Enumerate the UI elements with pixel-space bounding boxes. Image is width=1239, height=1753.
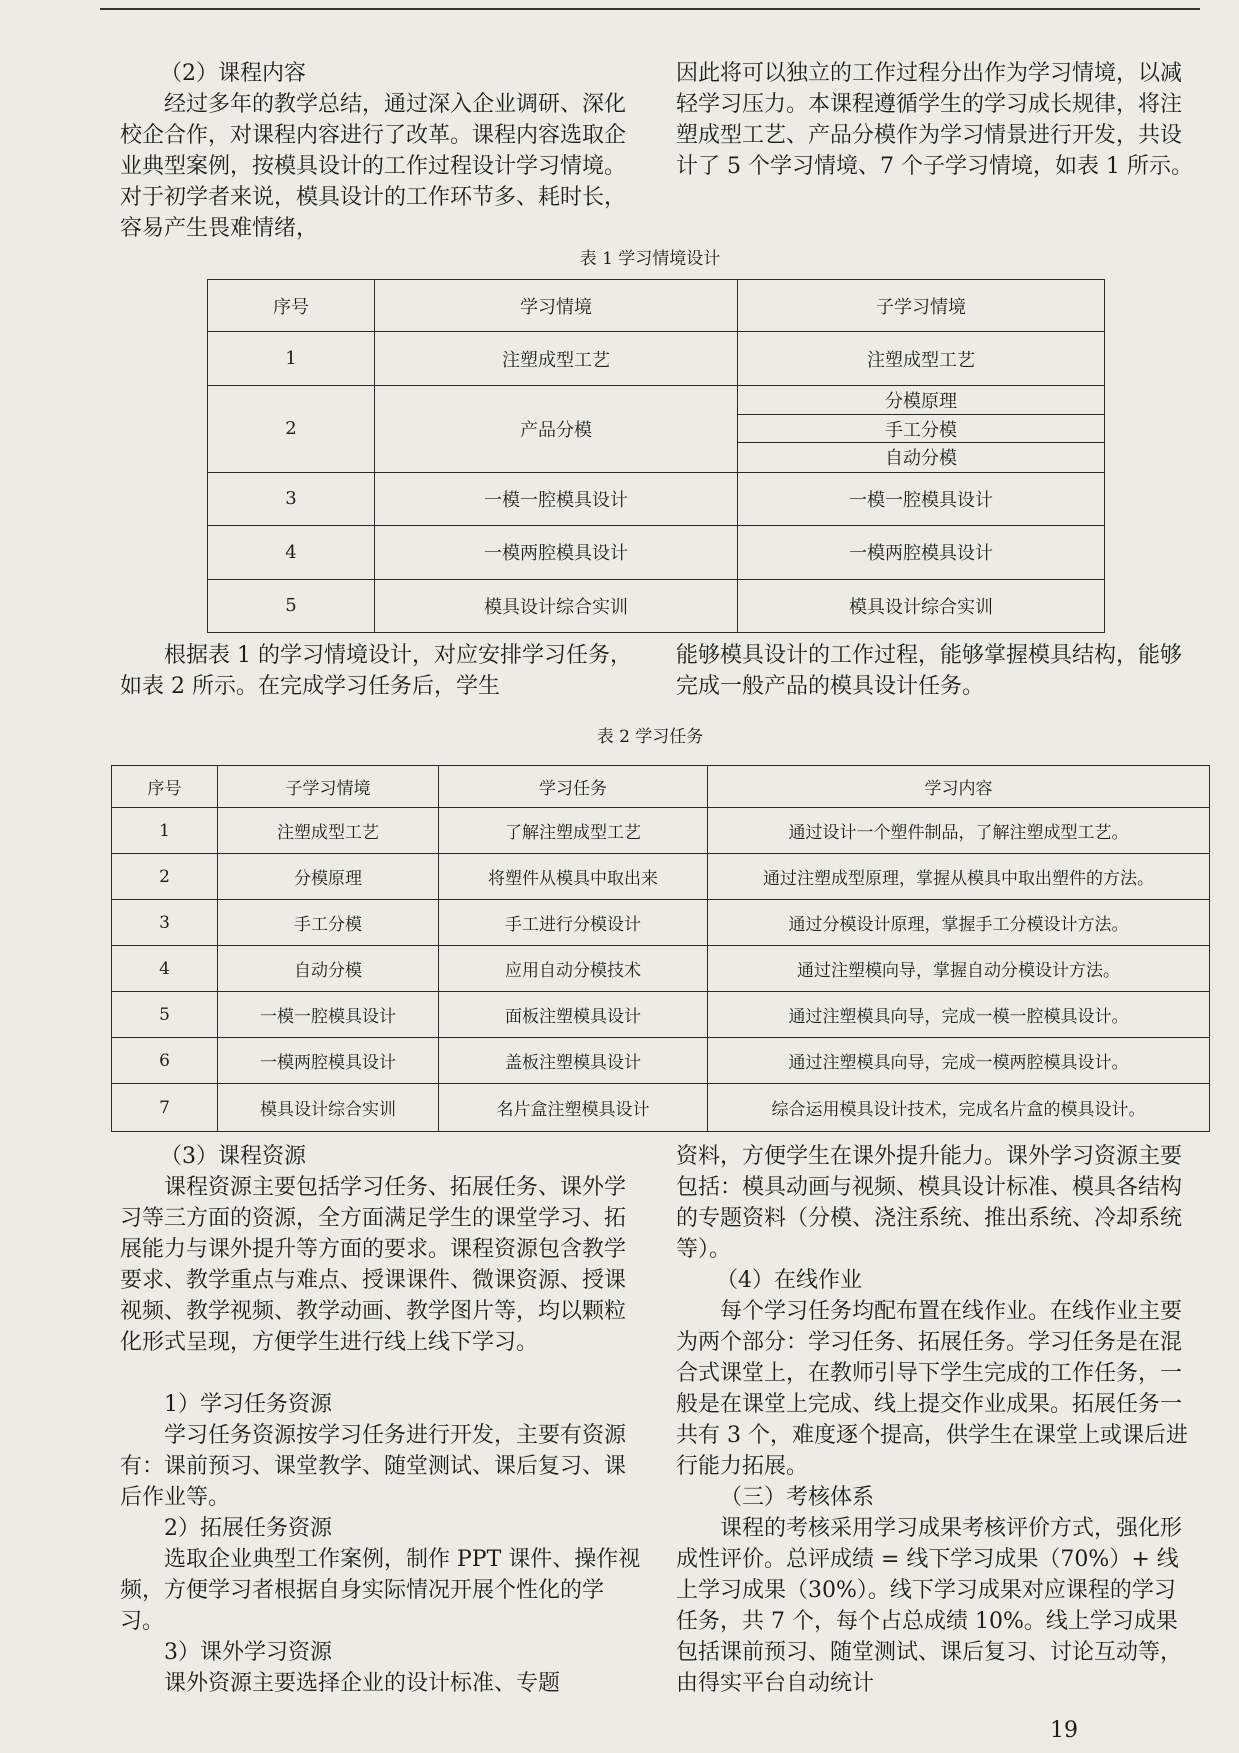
table1-situation-cell: 一模两腔模具设计	[375, 526, 738, 579]
table2-cell: 手工分模	[218, 900, 439, 946]
table2-header-cell: 子学习情境	[218, 766, 439, 808]
table2-learning-tasks	[111, 765, 1210, 1132]
paragraph-assessment-system: 课程的考核采用学习成果考核评价方式，强化形成性评价。总评成绩 = 线下学习成果（70%）+ 线上学习成果（30%）。线下学习成果对应课程的学习任务，共 7 个，每个占总成绩 10%。线上学习成果包括课前预习、随堂测试、课后复习、讨论互动等，由得实平台自动统计	[676, 1516, 1183, 1696]
heading-course-content: （2）课程内容	[160, 61, 306, 86]
heading-extension-resources: 2）拓展任务资源	[164, 1516, 332, 1541]
table2-cell: 模具设计综合实训	[218, 1084, 439, 1132]
table-row	[112, 854, 1210, 900]
table2-cell: 将塑件从模具中取出来	[439, 854, 708, 900]
heading-assessment-system: （三）考核体系	[720, 1485, 875, 1510]
table2-cell: 通过注塑模具向导，完成一模一腔模具设计。	[708, 992, 1210, 1038]
heading-task-resources: 1）学习任务资源	[164, 1392, 332, 1417]
table2-cell: 通过注塑成型原理，掌握从模具中取出塑件的方法。	[708, 854, 1210, 900]
table1-sub-cell: 一模两腔模具设计	[738, 526, 1105, 579]
table2-cell: 1	[112, 808, 218, 854]
table2-cell: 通过注塑模向导，掌握自动分模设计方法。	[708, 946, 1210, 992]
table-row	[112, 900, 1210, 946]
table1-sub-cell: 注塑成型工艺	[738, 332, 1105, 385]
paragraph-extracurricular-resources: 课外资源主要选择企业的设计标准、专题	[164, 1671, 561, 1696]
table1-learning-situations	[207, 279, 1105, 633]
table2-cell: 通过注塑模具向导，完成一模两腔模具设计。	[708, 1038, 1210, 1084]
table2-cell: 注塑成型工艺	[218, 808, 439, 854]
table-row	[208, 526, 1105, 579]
table-row	[112, 808, 1210, 854]
table1-situation-cell: 一模一腔模具设计	[375, 472, 738, 525]
table2-header-cell: 序号	[112, 766, 218, 808]
table2-cell: 了解注塑成型工艺	[439, 808, 708, 854]
table1-no-cell: 5	[208, 579, 375, 633]
table2-cell: 面板注塑模具设计	[439, 992, 708, 1038]
paragraph-course-resources: 课程资源主要包括学习任务、拓展任务、课外学习等三方面的资源，全方面满足学生的课堂学习、拓展能力与课外提升等方面的要求。课程资源包含教学要求、教学重点与难点、授课课件、微课资源、授课视频、教学视频、教学动画、教学图片等，均以颗粒化形式呈现，方便学生进行线上线下学习。	[120, 1175, 627, 1355]
table2-cell: 7	[112, 1084, 218, 1132]
table2-cell: 自动分模	[218, 946, 439, 992]
table1-situation-cell: 注塑成型工艺	[375, 332, 738, 385]
table1-no-cell: 4	[208, 526, 375, 579]
table1-situation-cell: 产品分模	[375, 385, 738, 472]
heading-extracurricular-resources: 3）课外学习资源	[164, 1640, 332, 1665]
table1-no-cell: 2	[208, 385, 375, 472]
table2-cell: 3	[112, 900, 218, 946]
page-number: 19	[1050, 1718, 1078, 1743]
table1-sub-cell: 手工分模	[738, 415, 1105, 443]
table2-cell: 盖板注塑模具设计	[439, 1038, 708, 1084]
table1-header-cell: 学习情境	[375, 280, 738, 332]
table1-sub-cell: 分模原理	[738, 385, 1105, 414]
table-row	[208, 385, 1105, 414]
table-row	[208, 472, 1105, 525]
paragraph-extension-resources: 选取企业典型工作案例，制作 PPT 课件、操作视频，方便学习者根据自身实际情况开展个性化的学习。	[120, 1547, 641, 1634]
table2-cell: 一模一腔模具设计	[218, 992, 439, 1038]
table2-header-cell: 学习内容	[708, 766, 1210, 808]
table-row	[208, 579, 1105, 633]
table2-caption: 表 2 学习任务	[596, 727, 704, 747]
table2-cell: 综合运用模具设计技术，完成名片盒的模具设计。	[708, 1084, 1210, 1132]
table1-caption: 表 1 学习情境设计	[579, 249, 721, 269]
table-row	[112, 992, 1210, 1038]
table2-cell: 应用自动分模技术	[439, 946, 708, 992]
table-row	[112, 1084, 1210, 1132]
table1-header-cell: 子学习情境	[738, 280, 1105, 332]
heading-course-resources: （3）课程资源	[160, 1144, 306, 1169]
table2-cell: 通过设计一个塑件制品，了解注塑成型工艺。	[708, 808, 1210, 854]
table1-header-cell: 序号	[208, 280, 375, 332]
table2-cell: 手工进行分模设计	[439, 900, 708, 946]
table2-cell: 通过分模设计原理，掌握手工分模设计方法。	[708, 900, 1210, 946]
table1-sub-cell: 模具设计综合实训	[738, 579, 1105, 633]
table1-sub-cell: 一模一腔模具设计	[738, 472, 1105, 525]
table2-cell: 名片盒注塑模具设计	[439, 1084, 708, 1132]
heading-online-homework: （4）在线作业	[716, 1268, 862, 1293]
paragraph-table2-intro-cont: 能够模具设计的工作过程，能够掌握模具结构，能够完成一般产品的模具设计任务。	[676, 643, 1183, 699]
paragraph-online-homework: 每个学习任务均配布置在线作业。在线作业主要为两个部分：学习任务、拓展任务。学习任务是在混合式课堂上，在教师引导下学生完成的工作任务，一般是在课堂上完成、线上提交作业成果。拓展任务一共有 3 个，难度逐个提高，供学生在课堂上或课后进行能力拓展。	[676, 1299, 1188, 1479]
table-row	[112, 946, 1210, 992]
table1-no-cell: 3	[208, 472, 375, 525]
paragraph-course-content-cont: 因此将可以独立的工作过程分出作为学习情境，以减轻学习压力。本课程遵循学生的学习成长规律，将注塑成型工艺、产品分模作为学习情景进行开发，共设计了 5 个学习情境、7 个子学习情境，如表 1 所示。	[676, 61, 1193, 179]
table2-header-cell: 学习任务	[439, 766, 708, 808]
table2-header-row	[112, 766, 1210, 808]
paragraph-extracurricular-cont: 资料，方便学生在课外提升能力。课外学习资源主要包括：模具动画与视频、模具设计标准、模具各结构的专题资料（分模、浇注系统、推出系统、冷却系统等）。	[676, 1144, 1183, 1262]
paragraph-course-content: 经过多年的教学总结，通过深入企业调研、深化校企合作，对课程内容进行了改革。课程内容选取企业典型案例，按模具设计的工作过程设计学习情境。对于初学者来说，模具设计的工作环节多、耗时长，容易产生畏难情绪，	[120, 92, 627, 241]
table2-cell: 一模两腔模具设计	[218, 1038, 439, 1084]
table1-no-cell: 1	[208, 332, 375, 385]
table2-cell: 6	[112, 1038, 218, 1084]
table-row	[112, 1038, 1210, 1084]
table2-cell: 4	[112, 946, 218, 992]
table1-header-row	[208, 280, 1105, 332]
table2-cell: 5	[112, 992, 218, 1038]
paragraph-table2-intro: 根据表 1 的学习情境设计，对应安排学习任务，如表 2 所示。在完成学习任务后，学生	[120, 643, 632, 699]
table1-sub-cell: 自动分模	[738, 443, 1105, 472]
table2-cell: 分模原理	[218, 854, 439, 900]
table-row	[208, 332, 1105, 385]
table1-situation-cell: 模具设计综合实训	[375, 579, 738, 633]
header-rule	[100, 8, 1200, 10]
paragraph-task-resources: 学习任务资源按学习任务进行开发，主要有资源有：课前预习、课堂教学、随堂测试、课后复习、课后作业等。	[120, 1423, 627, 1510]
table2-cell: 2	[112, 854, 218, 900]
